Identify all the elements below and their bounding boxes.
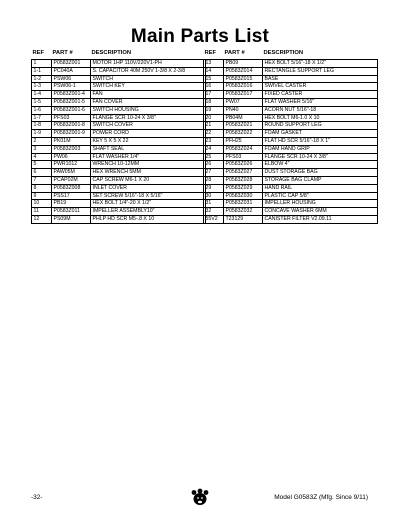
part-number-cell: P0583Z021 xyxy=(224,122,263,130)
table-row xyxy=(204,208,378,216)
part-number-cell: PW07 xyxy=(224,99,263,107)
header-ref: REF xyxy=(204,50,217,56)
ref-cell: 15 xyxy=(204,76,224,84)
ref-cell: 23 xyxy=(204,138,224,146)
ref-cell: 11 xyxy=(32,208,52,216)
part-number-cell: P0583Z011 xyxy=(52,208,91,216)
ref-cell: 18 xyxy=(204,99,224,107)
part-number-cell: PFS03 xyxy=(224,154,263,162)
ref-cell: 12 xyxy=(32,216,52,224)
page-number: -32- xyxy=(31,494,43,501)
part-number-cell: P0583Z029 xyxy=(224,185,263,193)
header-part: PART # xyxy=(52,50,73,56)
description-cell: MOTOR 1HP 110V/220V1-PH xyxy=(91,60,206,68)
part-number-cell: PSW06 xyxy=(52,76,91,84)
table-row xyxy=(204,177,378,185)
table-row xyxy=(204,193,378,201)
part-number-cell: P0583Z030 xyxy=(224,193,263,201)
ref-cell: 1-5 xyxy=(32,99,52,107)
table-row xyxy=(204,146,378,154)
part-number-cell: P0583Z014 xyxy=(224,68,263,76)
part-number-cell: P0583Z016 xyxy=(224,83,263,91)
description-cell: FLAT WASHER 5/16" xyxy=(263,99,378,107)
ref-cell: 31 xyxy=(204,200,224,208)
part-number-cell: PFS03 xyxy=(52,115,91,123)
description-cell: HAND RAIL xyxy=(263,185,378,193)
description-cell: FIXED CASTER xyxy=(263,91,378,99)
ref-cell: 30 xyxy=(204,193,224,201)
part-number-cell: PN40 xyxy=(224,107,263,115)
table-row xyxy=(204,130,378,138)
table-row xyxy=(32,146,206,154)
part-number-cell: P0583Z003 xyxy=(52,146,91,154)
ref-cell: 1-7 xyxy=(32,115,52,123)
ref-cell: 20 xyxy=(204,115,224,123)
description-cell: INLET COVER xyxy=(91,185,206,193)
description-cell: FLAT WASHER 1/4" xyxy=(91,154,206,162)
table-row xyxy=(32,193,206,201)
table-row xyxy=(32,60,206,68)
table-row xyxy=(204,138,378,146)
description-cell: RECTANGLE SUPPORT LEG xyxy=(263,68,378,76)
ref-cell: 25 xyxy=(204,154,224,162)
description-cell: SWITCH KEY xyxy=(91,83,206,91)
table-body xyxy=(31,59,206,224)
description-cell: KEY 5 X 5 X 22 xyxy=(91,138,206,146)
table-body xyxy=(203,59,378,224)
table-row xyxy=(204,76,378,84)
part-number-cell: T23129 xyxy=(224,216,263,224)
ref-cell: 21 xyxy=(204,122,224,130)
table-row xyxy=(204,107,378,115)
table-row xyxy=(32,185,206,193)
table-row xyxy=(32,115,206,123)
table-row xyxy=(204,115,378,123)
part-number-cell: PB09 xyxy=(224,60,263,68)
ref-cell: 24 xyxy=(204,146,224,154)
description-cell: SWIVEL CASTER xyxy=(263,83,378,91)
description-cell: HEX BOLT 1/4"-20 X 1/2" xyxy=(91,200,206,208)
table-row xyxy=(32,216,206,224)
description-cell: FAN COVER xyxy=(91,99,206,107)
ref-cell: 10 xyxy=(32,200,52,208)
table-header xyxy=(31,50,206,59)
part-number-cell: P0583Z017 xyxy=(224,91,263,99)
description-cell: ACORN NUT 5/16"-18 xyxy=(263,107,378,115)
table-row xyxy=(204,185,378,193)
ref-cell: 1-3 xyxy=(32,83,52,91)
table-row xyxy=(32,122,206,130)
ref-cell: 1-8 xyxy=(32,122,52,130)
description-cell: FOAM HAND GRIP xyxy=(263,146,378,154)
ref-cell: 3 xyxy=(32,146,52,154)
description-cell: SET SCREW 5/16"-18 X 5/16" xyxy=(91,193,206,201)
part-number-cell: PS09M xyxy=(52,216,91,224)
part-number-cell: PCAP02M xyxy=(52,177,91,185)
description-cell: HEX BOLT 5/16"-18 X 1/2" xyxy=(263,60,378,68)
table-row xyxy=(204,154,378,162)
parts-table-left xyxy=(31,50,206,224)
description-cell: DUST STORAGE BAG xyxy=(263,169,378,177)
ref-cell: 4 xyxy=(32,154,52,162)
ref-cell: 17 xyxy=(204,91,224,99)
description-cell: PLASTIC CAP 5/8" xyxy=(263,193,378,201)
part-number-cell: P0583Z001-8 xyxy=(52,122,91,130)
ref-cell: 1-2 xyxy=(32,76,52,84)
part-number-cell: PB04M xyxy=(224,115,263,123)
ref-cell: 32 xyxy=(204,208,224,216)
part-number-cell: P0583Z001 xyxy=(52,60,91,68)
header-description: DESCRIPTION xyxy=(263,50,304,56)
ref-cell: 1-9 xyxy=(32,130,52,138)
table-row xyxy=(32,138,206,146)
part-number-cell: PWR1012 xyxy=(52,161,91,169)
part-number-cell: P0583Z031 xyxy=(224,200,263,208)
ref-cell: 55V2 xyxy=(204,216,224,224)
description-cell: ROUND SUPPORT LEG xyxy=(263,122,378,130)
table-row xyxy=(204,99,378,107)
table-row xyxy=(204,216,378,224)
part-number-cell: PW06 xyxy=(52,154,91,162)
ref-cell: 8 xyxy=(32,185,52,193)
ref-cell: 1-1 xyxy=(32,68,52,76)
table-row xyxy=(32,154,206,162)
table-row xyxy=(204,122,378,130)
table-row xyxy=(32,83,206,91)
part-number-cell: P0583Z026 xyxy=(224,161,263,169)
table-row xyxy=(32,161,206,169)
description-cell: IMPELLER HOUSING xyxy=(263,200,378,208)
ref-cell: 6 xyxy=(32,169,52,177)
part-number-cell: P0583Z027 xyxy=(224,169,263,177)
table-row xyxy=(32,177,206,185)
description-cell: FLANGE SCR 10-24 X 3/8" xyxy=(263,154,378,162)
part-number-cell: P0583Z001-6 xyxy=(52,107,91,115)
description-cell: PHLP HD SCR M5-.8 X 10 xyxy=(91,216,206,224)
page-title: Main Parts List xyxy=(130,26,270,47)
description-cell: ELBOW 4" xyxy=(263,161,378,169)
ref-cell: 2 xyxy=(32,138,52,146)
description-cell: FOAM GASKET xyxy=(263,130,378,138)
table-row xyxy=(32,76,206,84)
header-part: PART # xyxy=(224,50,245,56)
ref-cell: 29 xyxy=(204,185,224,193)
ref-cell: 26 xyxy=(204,161,224,169)
description-cell: IMPELLER ASSEMBLY10" xyxy=(91,208,206,216)
description-cell: S. CAPACITOR 40M 250V 1-3/8 X 2-3/8 xyxy=(91,68,206,76)
description-cell: CONCAVE WASHER 6MM xyxy=(263,208,378,216)
description-cell: HEX BOLT M6-1.0 X 10 xyxy=(263,115,378,123)
part-number-cell: PC040A xyxy=(52,68,91,76)
ref-cell: 27 xyxy=(204,169,224,177)
description-cell: POWER CORD xyxy=(91,130,206,138)
ref-cell: 5 xyxy=(32,161,52,169)
ref-cell: 7 xyxy=(32,177,52,185)
description-cell: CAP SCREW M6-1 X 20 xyxy=(91,177,206,185)
ref-cell: 19 xyxy=(204,107,224,115)
table-row xyxy=(32,107,206,115)
table-row xyxy=(204,60,378,68)
description-cell: SHAFT SEAL xyxy=(91,146,206,154)
part-number-cell: P0583Z022 xyxy=(224,130,263,138)
description-cell: SWITCH HOUSING xyxy=(91,107,206,115)
table-row xyxy=(32,208,206,216)
description-cell: HEX WRENCH 5MM xyxy=(91,169,206,177)
ref-cell: 1-6 xyxy=(32,107,52,115)
description-cell: BASE xyxy=(263,76,378,84)
table-row xyxy=(204,91,378,99)
part-number-cell: P0583Z001-4 xyxy=(52,91,91,99)
description-cell: CANISTER FILTER V2.09.11 xyxy=(263,216,378,224)
ref-cell: 22 xyxy=(204,130,224,138)
description-cell: FLANGE SCR 10-24 X 3/8" xyxy=(91,115,206,123)
description-cell: SWITCH xyxy=(91,76,206,84)
table-row xyxy=(32,99,206,107)
description-cell: SWITCH COVER xyxy=(91,122,206,130)
part-number-cell: PK01M xyxy=(52,138,91,146)
table-row xyxy=(204,200,378,208)
ref-cell: 14 xyxy=(204,68,224,76)
ref-cell: 9 xyxy=(32,193,52,201)
header-ref: REF xyxy=(32,50,45,56)
table-row xyxy=(32,91,206,99)
table-row xyxy=(32,200,206,208)
table-row xyxy=(32,68,206,76)
table-row xyxy=(32,130,206,138)
table-row xyxy=(204,161,378,169)
parts-table-right xyxy=(203,50,378,224)
table-header xyxy=(203,50,378,59)
ref-cell: 13 xyxy=(204,60,224,68)
header-description: DESCRIPTION xyxy=(91,50,132,56)
model-label: Model G0583Z (Mfg. Since 9/11) xyxy=(274,494,368,501)
part-number-cell: PSS17 xyxy=(52,193,91,201)
part-number-cell: P0583Z015 xyxy=(224,76,263,84)
table-row xyxy=(204,68,378,76)
table-row xyxy=(32,169,206,177)
description-cell: FLAT HD SCR 5/16"-18 X 1" xyxy=(263,138,378,146)
ref-cell: 1 xyxy=(32,60,52,68)
table-row xyxy=(204,169,378,177)
part-number-cell: PAW05M xyxy=(52,169,91,177)
description-cell: STORAGE BAG CLAMP xyxy=(263,177,378,185)
part-number-cell: P0583Z032 xyxy=(224,208,263,216)
table-row xyxy=(204,83,378,91)
description-cell: FAN xyxy=(91,91,206,99)
part-number-cell: PB19 xyxy=(52,200,91,208)
part-number-cell: P0583Z008 xyxy=(52,185,91,193)
part-number-cell: P0583Z001-9 xyxy=(52,130,91,138)
description-cell: WRENCH 10-12MM xyxy=(91,161,206,169)
ref-cell: 1-4 xyxy=(32,91,52,99)
bear-paw-icon xyxy=(190,488,210,506)
part-number-cell: PSW06-1 xyxy=(52,83,91,91)
part-number-cell: P0583Z001-5 xyxy=(52,99,91,107)
part-number-cell: PFH25 xyxy=(224,138,263,146)
part-number-cell: P0583Z028 xyxy=(224,177,263,185)
ref-cell: 16 xyxy=(204,83,224,91)
part-number-cell: P0583Z024 xyxy=(224,146,263,154)
ref-cell: 28 xyxy=(204,177,224,185)
